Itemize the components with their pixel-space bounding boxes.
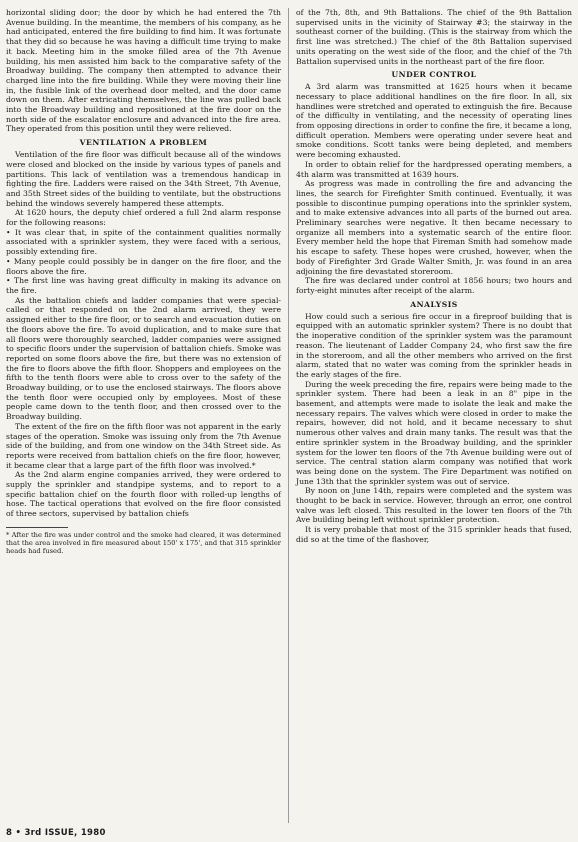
- section-heading-under-control: UNDER CONTROL: [391, 70, 477, 80]
- section-heading-analysis: ANALYSIS: [410, 299, 458, 309]
- paragraph: Ventilation of the fire floor was difficult because all of the windows were closed and blocked on the inside by various types of panels and partitions. This lack of ventilation was a tremendous handicap in fighting the fire. Ladders were raised on the 34th Street, 7th Avenue, and 35th Street sides of the building to ventilate, but the obstructions behind the windows severely hampered these attempts.: [6, 150, 281, 208]
- section-heading-ventilation: VENTILATION A PROBLEM: [79, 138, 208, 148]
- paragraph: of the 7th, 8th, and 9th Battalions. The chief of the 9th Battalion supervised units in the vicinity of Stairway #3; the stairway in the southeast corner of the building. (This is the stairway from which the first line was stretched.) The chief of the 8th Battalion supervised units operating on the west side of the floor, and the chief of the 7th Battalion supervised units in the northeast part of the fire floor.: [296, 8, 572, 66]
- left-column: [6, 8, 288, 823]
- paragraph: It is very probable that most of the 315 sprinkler heads that fused, did so at the time of the flashover,: [296, 525, 572, 544]
- paragraph: How could such a serious fire occur in a fireproof building that is equipped with an automatic sprinkler system? There is no doubt that the inoperative condition of the sprinkler system was the paramount reason. The lieutenant of Ladder Company 24, who first saw the fire in the storeroom, and all the other members who arrived on the first alarm, stated that no water was coming from the sprinkler heads in the early stages of the fire.: [296, 311, 572, 379]
- paragraph: By noon on June 14th, repairs were completed and the system was thought to be back in service. However, through an error, one control valve was left closed. This resulted in the lower ten floors of the 7th Ave building being left without sprinkler protection.: [296, 486, 572, 525]
- paragraph: A 3rd alarm was transmitted at 1625 hours when it became necessary to place additional handlines on the fire floor. In all, six handlines were stretched and operated to extinguish the fire. Because of the difficulty in ventilating, and the necessity of operating lines from opposing directions in order to confine the fire, it became a long, difficult operation. Members were operating under severe heat and smoke conditions. Scott tanks were being depleted, and members were becoming exhausted.: [296, 82, 572, 160]
- paragraph: horizontal sliding door; the door by which he had entered the 7th Avenue building. In the meantime, the members of his company, as he had anticipated, entered the fire building to find him. It was fortunate that they did so because he was having a difficult time trying to make it back. Meeting him in the smoke filled area of the 7th Avenue building, his men assisted him back to the comparative safety of the Broadway building. The company then attempted to advance their charged line into the fire building. While they were moving their line in, the fusible link of the overhead door melted, and the door came down on them. After extricating themselves, the line was pulled back into the Broadway building and repositioned at the fire door on the north side of the escalator enclosure and advanced into the fire area. They operated from this position until they were relieved.: [6, 8, 281, 134]
- paragraph: During the week preceding the fire, repairs were being made to the sprinkler system. There had been a leak in an 8" pipe in the basement, and attempts were made to isolate the leak and make the necessary repairs. The valves which were closed in order to make the repairs, however, did not hold, and it became necessary to shut numerous other valves and drain many tanks. The result was that the entire sprinkler system in the Broadway building, and the sprinkler system for the lower ten floors of the 7th Avenue building were out of service. The central station alarm company was notified that work was being done on the system. The Fire Department was notified on June 13th that the sprinkler system was out of service.: [296, 379, 572, 486]
- bullet-item: • The first line was having great difficulty in making its advance on the fire.: [6, 276, 281, 295]
- paragraph: As the 2nd alarm engine companies arrived, they were ordered to supply the sprinkler and standpipe systems, and to report to a specific battalion chief on the fourth floor with rolled-up lengths of hose. The tactical operations that evolved on the fire floor consisted of three sectors, supervised by battalion chiefs: [6, 470, 281, 519]
- text-columns: [6, 8, 572, 823]
- right-column: [288, 8, 572, 823]
- footnote: * After the fire was under control and the smoke had cleared, it was determined that the area involved in fire measured about 150' x 175', and that 315 sprinkler heads had fused.: [6, 530, 281, 556]
- footnote-divider: [6, 527, 68, 528]
- bullet-item: • Many people could possibly be in danger on the fire floor, and the floors above the fire.: [6, 256, 281, 276]
- paragraph: At 1620 hours, the deputy chief ordered a full 2nd alarm response for the following reasons:: [6, 208, 281, 228]
- paragraph: The extent of the fire on the fifth floor was not apparent in the early stages of the operation. Smoke was issuing only from the 7th Avenue side of the building, and from one window on the 34th Street side. As reports were received from battalion chiefs on the fire floor, however, it became clear that a large part of the fifth floor was involved.*: [6, 421, 281, 470]
- paragraph: The fire was declared under control at 1856 hours; two hours and forty-eight minutes after receipt of the alarm.: [296, 276, 572, 295]
- paragraph: In order to obtain relief for the hardpressed operating members, a 4th alarm was transmitted at 1639 hours.: [296, 159, 572, 179]
- page-folio: 8 • 3rd ISSUE, 1980: [6, 828, 106, 838]
- paragraph: As progress was made in controlling the fire and advancing the lines, the search for Firefighter Smith continued. Eventually, it was possible to discontinue pumping operations into the sprinkler system, and to make extensive advances into all parts of the burned out area. Preliminary searches were negative. It then became necessary to organize all members into a systematic search of the entire floor. Every member held the hope that Fireman Smith had somehow made his escape to safety. These hopes were crushed, however, when the body of Firefighter 3rd Grade Walter Smith, Jr. was found in an area adjoining the fire devastated storeroom.: [296, 179, 572, 276]
- bullet-item: • It was clear that, in spite of the containment qualities normally associated with a sprinkler system, they were faced with a serious, possibly extending fire.: [6, 227, 281, 257]
- paragraph: As the battalion chiefs and ladder companies that were special-called or that responded on the 2nd alarm arrived, they were assigned either to the fire floor, or to search and evacuation duties on the floors above the fire. To avoid duplication, and to make sure that all floors were thoroughly searched, ladder companies were assigned to specific floors under the supervision of battalion chiefs. Smoke was reported on some floors above the fire, but there was no extension of the fire to floors above the fifth floor. Shoppers and employees on the fifth to the tenth floors were able to cross over to the safety of the Broadway building, or to use the enclosed stairways. The floors above the tenth floor were occupied only by employees. Most of these people came down to the tenth floor, and then crossed over to the Broadway building.: [6, 295, 281, 422]
